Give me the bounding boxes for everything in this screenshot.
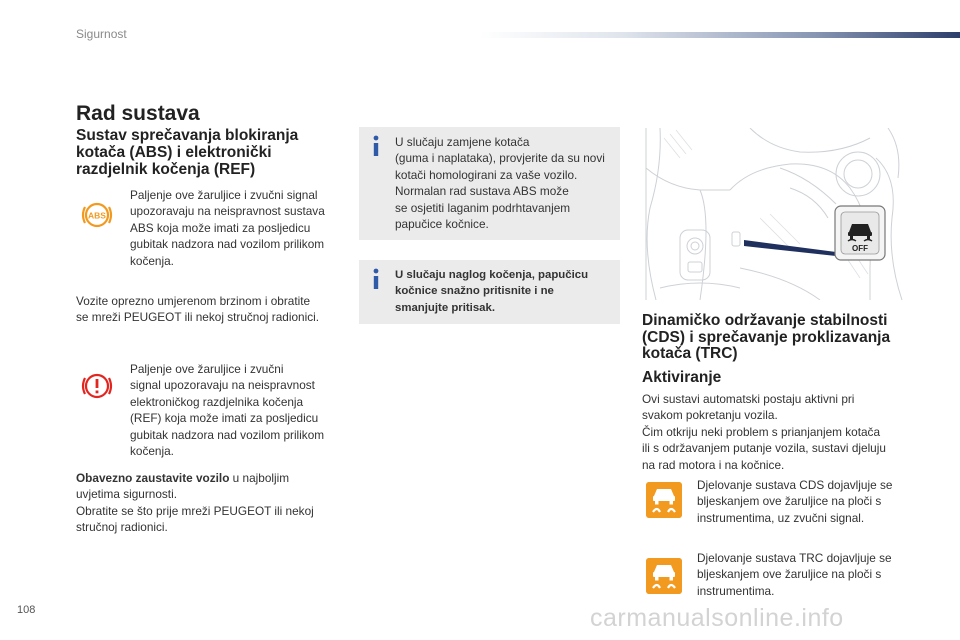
abs-ref-heading: Sustav sprečavanja blokiranja kotača (ABS) i elektronički razdjelnik kočenja (REF) xyxy=(76,127,299,178)
cds-operation-text: Djelovanje sustava CDS dojavljuje se bljeskanjem ove žaruljice na ploči s instrumentima, uz zvučni signal. xyxy=(697,478,893,525)
stop-vehicle-text xyxy=(76,470,346,536)
dashboard-illustration xyxy=(640,128,904,300)
info-wheel-change-text: U slučaju zamjene kotača (guma i naplataka), provjerite da su novi kotači homologirani za vaše vozilo. Normalan rad sustava ABS može se osjetiti laganim podrhtavanjem papučice kočnice. xyxy=(395,135,605,232)
cds-trc-heading: Dinamičko održavanje stabilnosti (CDS) i sprečavanje proklizavanja kotača (TRC) xyxy=(642,312,891,362)
section-label: Sigurnost xyxy=(76,27,127,41)
brake-warning-icon xyxy=(80,369,114,403)
drive-carefully-text: Vozite oprezno umjerenom brzinom i obratite se mreži PEUGEOT ili nekoj stručnoj radionici. xyxy=(76,294,320,325)
activation-heading: Aktiviranje xyxy=(642,369,722,386)
ref-warning-text: Paljenje ove žaruljice i zvučni signal upozoravaju na neispravnost elektroničkog razdjelnika kočenja (REF) koja može imati za posljedicu gubitak nadzora nad vozilom prilikom kočenja. xyxy=(130,362,325,459)
info-icon xyxy=(370,268,382,290)
trc-warning-icon xyxy=(646,558,682,594)
info-emergency-braking-text: U slučaju naglog kočenja, papučicu kočnice snažno pritisnite i ne smanjujte pritisak. xyxy=(395,269,589,314)
off-button-label: OFF xyxy=(852,244,868,253)
abs-icon-label: ABS xyxy=(88,210,106,221)
trc-operation-text: Djelovanje sustava TRC dojavljuje se bljeskanjem ove žaruljice na ploči s instrumentima. xyxy=(697,551,892,598)
abs-warning-text: Paljenje ove žaruljice i zvučni signal upozoravaju na neispravnost sustava ABS koja može imati za posljedicu gubitak nadzora nad vozilom prilikom kočenja. xyxy=(130,188,325,268)
stop-vehicle-bold: Obavezno zaustavite vozilo xyxy=(76,471,230,485)
page-title: Rad sustava xyxy=(76,102,200,125)
activation-text: Ovi sustavi automatski postaju aktivni pri svakom pokretanju vozila. Čim otkriju neki problem s prianjanjem kotača ili s održavanjem putanje vozila, sustavi djeluju na rad motora i na kočnice. xyxy=(642,392,886,472)
stop-vehicle-rest: u najboljim uvjetima sigurnosti. Obratite se što prije mreži PEUGEOT ili nekoj stručnoj radionici. xyxy=(76,471,314,535)
header-gradient-bar xyxy=(480,32,960,38)
watermark: carmanualsonline.info xyxy=(590,604,844,632)
info-icon xyxy=(370,135,382,157)
page-number: 108 xyxy=(17,604,36,616)
abs-warning-icon xyxy=(80,198,114,232)
cds-warning-icon xyxy=(646,482,682,518)
